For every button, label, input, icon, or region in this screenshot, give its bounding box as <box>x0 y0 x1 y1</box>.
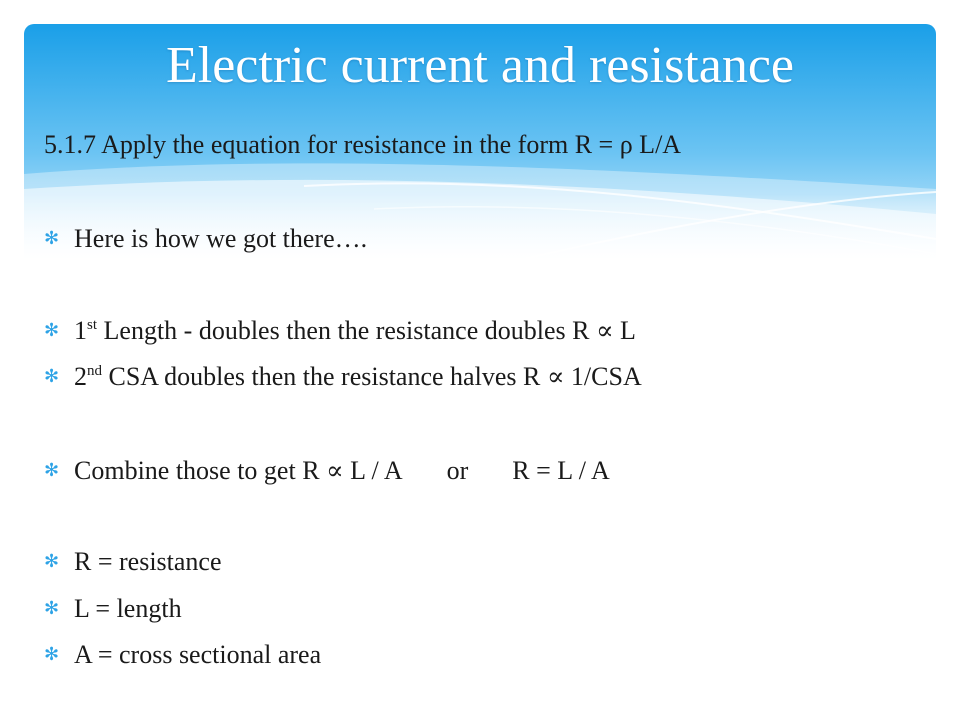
bullet-item: ✻ L = length <box>44 592 182 626</box>
asterisk-bullet-icon: ✻ <box>44 228 60 249</box>
asterisk-bullet-icon: ✻ <box>44 644 60 665</box>
asterisk-bullet-icon: ✻ <box>44 320 60 341</box>
bullet-item: ✻ 2nd CSA doubles then the resistance halves R ∝ 1/CSA <box>44 360 642 394</box>
asterisk-bullet-icon: ✻ <box>44 598 60 619</box>
learning-objective: 5.1.7 Apply the equation for resistance in the form R = ρ L/A <box>44 130 682 159</box>
bullet-item: ✻ Combine those to get R ∝ L / A or R = L / A <box>44 454 610 488</box>
asterisk-bullet-icon: ✻ <box>44 551 60 572</box>
bullet-item: ✻ A = cross sectional area <box>44 638 321 672</box>
bullet-item: ✻ R = resistance <box>44 545 222 579</box>
asterisk-bullet-icon: ✻ <box>44 460 60 481</box>
slide-title: Electric current and resistance <box>166 37 794 94</box>
asterisk-bullet-icon: ✻ <box>44 366 60 387</box>
bullet-item: ✻ 1st Length - doubles then the resistance doubles R ∝ L <box>44 314 636 348</box>
bullet-item: ✻ Here is how we got there…. <box>44 222 367 256</box>
